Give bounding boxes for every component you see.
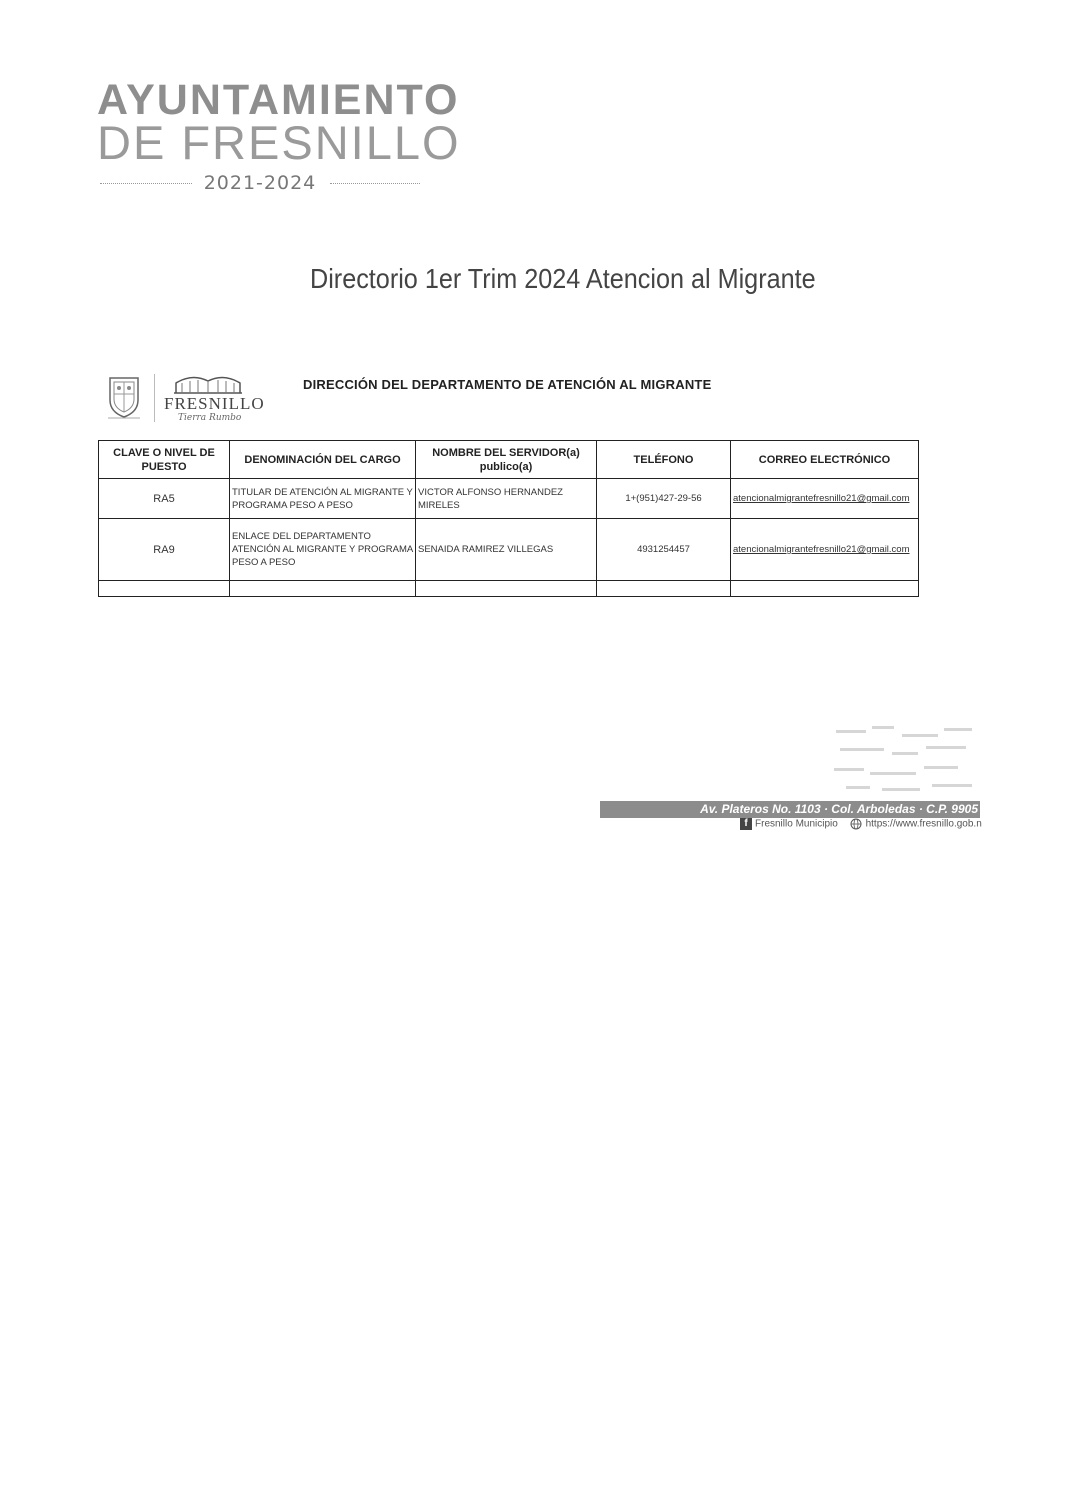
letterhead-years-row (100, 172, 420, 196)
row-phone: 1+(951)427-29-56 (597, 479, 731, 519)
row-name: SENAIDA RAMIREZ VILLEGAS (416, 519, 597, 581)
row-key: RA9 (99, 519, 230, 581)
letterhead-line1: AYUNTAMIENTO (97, 76, 460, 124)
column-header-key: CLAVE O NIVEL DE PUESTO (99, 441, 230, 479)
left-dotted-rule (100, 183, 192, 184)
footer-address: Av. Plateros No. 1103 · Col. Arboledas · C.P. 9905 (700, 802, 978, 816)
letterhead-line2: DE FRESNILLO (97, 116, 461, 169)
department-heading: DIRECCIÓN DEL DEPARTAMENTO DE ATENCIÓN AL MIGRANTE (303, 377, 712, 392)
row-key: RA5 (99, 479, 230, 519)
row-email[interactable]: atencionalmigrantefresnillo21@gmail.com (731, 519, 919, 581)
faded-stamp (832, 722, 980, 798)
empty-cell (597, 581, 731, 597)
table-row (99, 479, 919, 519)
empty-cell (99, 581, 230, 597)
fresnillo-logo-tagline: Tierra Rumbo (178, 413, 242, 423)
row-name: VICTOR ALFONSO HERNANDEZ MIRELES (416, 479, 597, 519)
coat-of-arms-icon (104, 374, 144, 420)
fresnillo-logo (164, 371, 265, 429)
empty-cell (416, 581, 597, 597)
plaza-arches-icon (164, 371, 260, 395)
letterhead-years: 2021-2024 (203, 172, 317, 194)
table-header-row (99, 441, 919, 479)
row-phone: 4931254457 (597, 519, 731, 581)
document-title: Directorio 1er Trim 2024 Atencion al Migrante (310, 263, 816, 294)
footer-address-bar (600, 801, 980, 818)
globe-icon (849, 818, 863, 830)
logo-divider (154, 374, 155, 422)
column-header-email: CORREO ELECTRÓNICO (731, 441, 919, 479)
table-row-empty (99, 581, 919, 597)
empty-cell (731, 581, 919, 597)
website-link[interactable]: https://www.fresnillo.gob.n (865, 818, 982, 830)
footer-social (740, 818, 985, 834)
row-position: ENLACE DEL DEPARTAMENTO ATENCIÓN AL MIGRANTE Y PROGRAMA PESO A PESO (230, 519, 416, 581)
facebook-page[interactable]: Fresnillo Municipio (755, 818, 838, 830)
table-row (99, 519, 919, 581)
facebook-icon: f (740, 818, 752, 830)
right-dotted-rule (330, 183, 420, 184)
fresnillo-logo-name: FRESNILLO (164, 394, 265, 413)
column-header-position: DENOMINACIÓN DEL CARGO (230, 441, 416, 479)
row-position: TITULAR DE ATENCIÓN AL MIGRANTE Y PROGRAMA PESO A PESO (230, 479, 416, 519)
staff-directory-table (98, 440, 919, 597)
empty-cell (230, 581, 416, 597)
row-email[interactable]: atencionalmigrantefresnillo21@gmail.com (731, 479, 919, 519)
column-header-name: NOMBRE DEL SERVIDOR(a) publico(a) (416, 441, 597, 479)
column-header-phone: TELÉFONO (597, 441, 731, 479)
